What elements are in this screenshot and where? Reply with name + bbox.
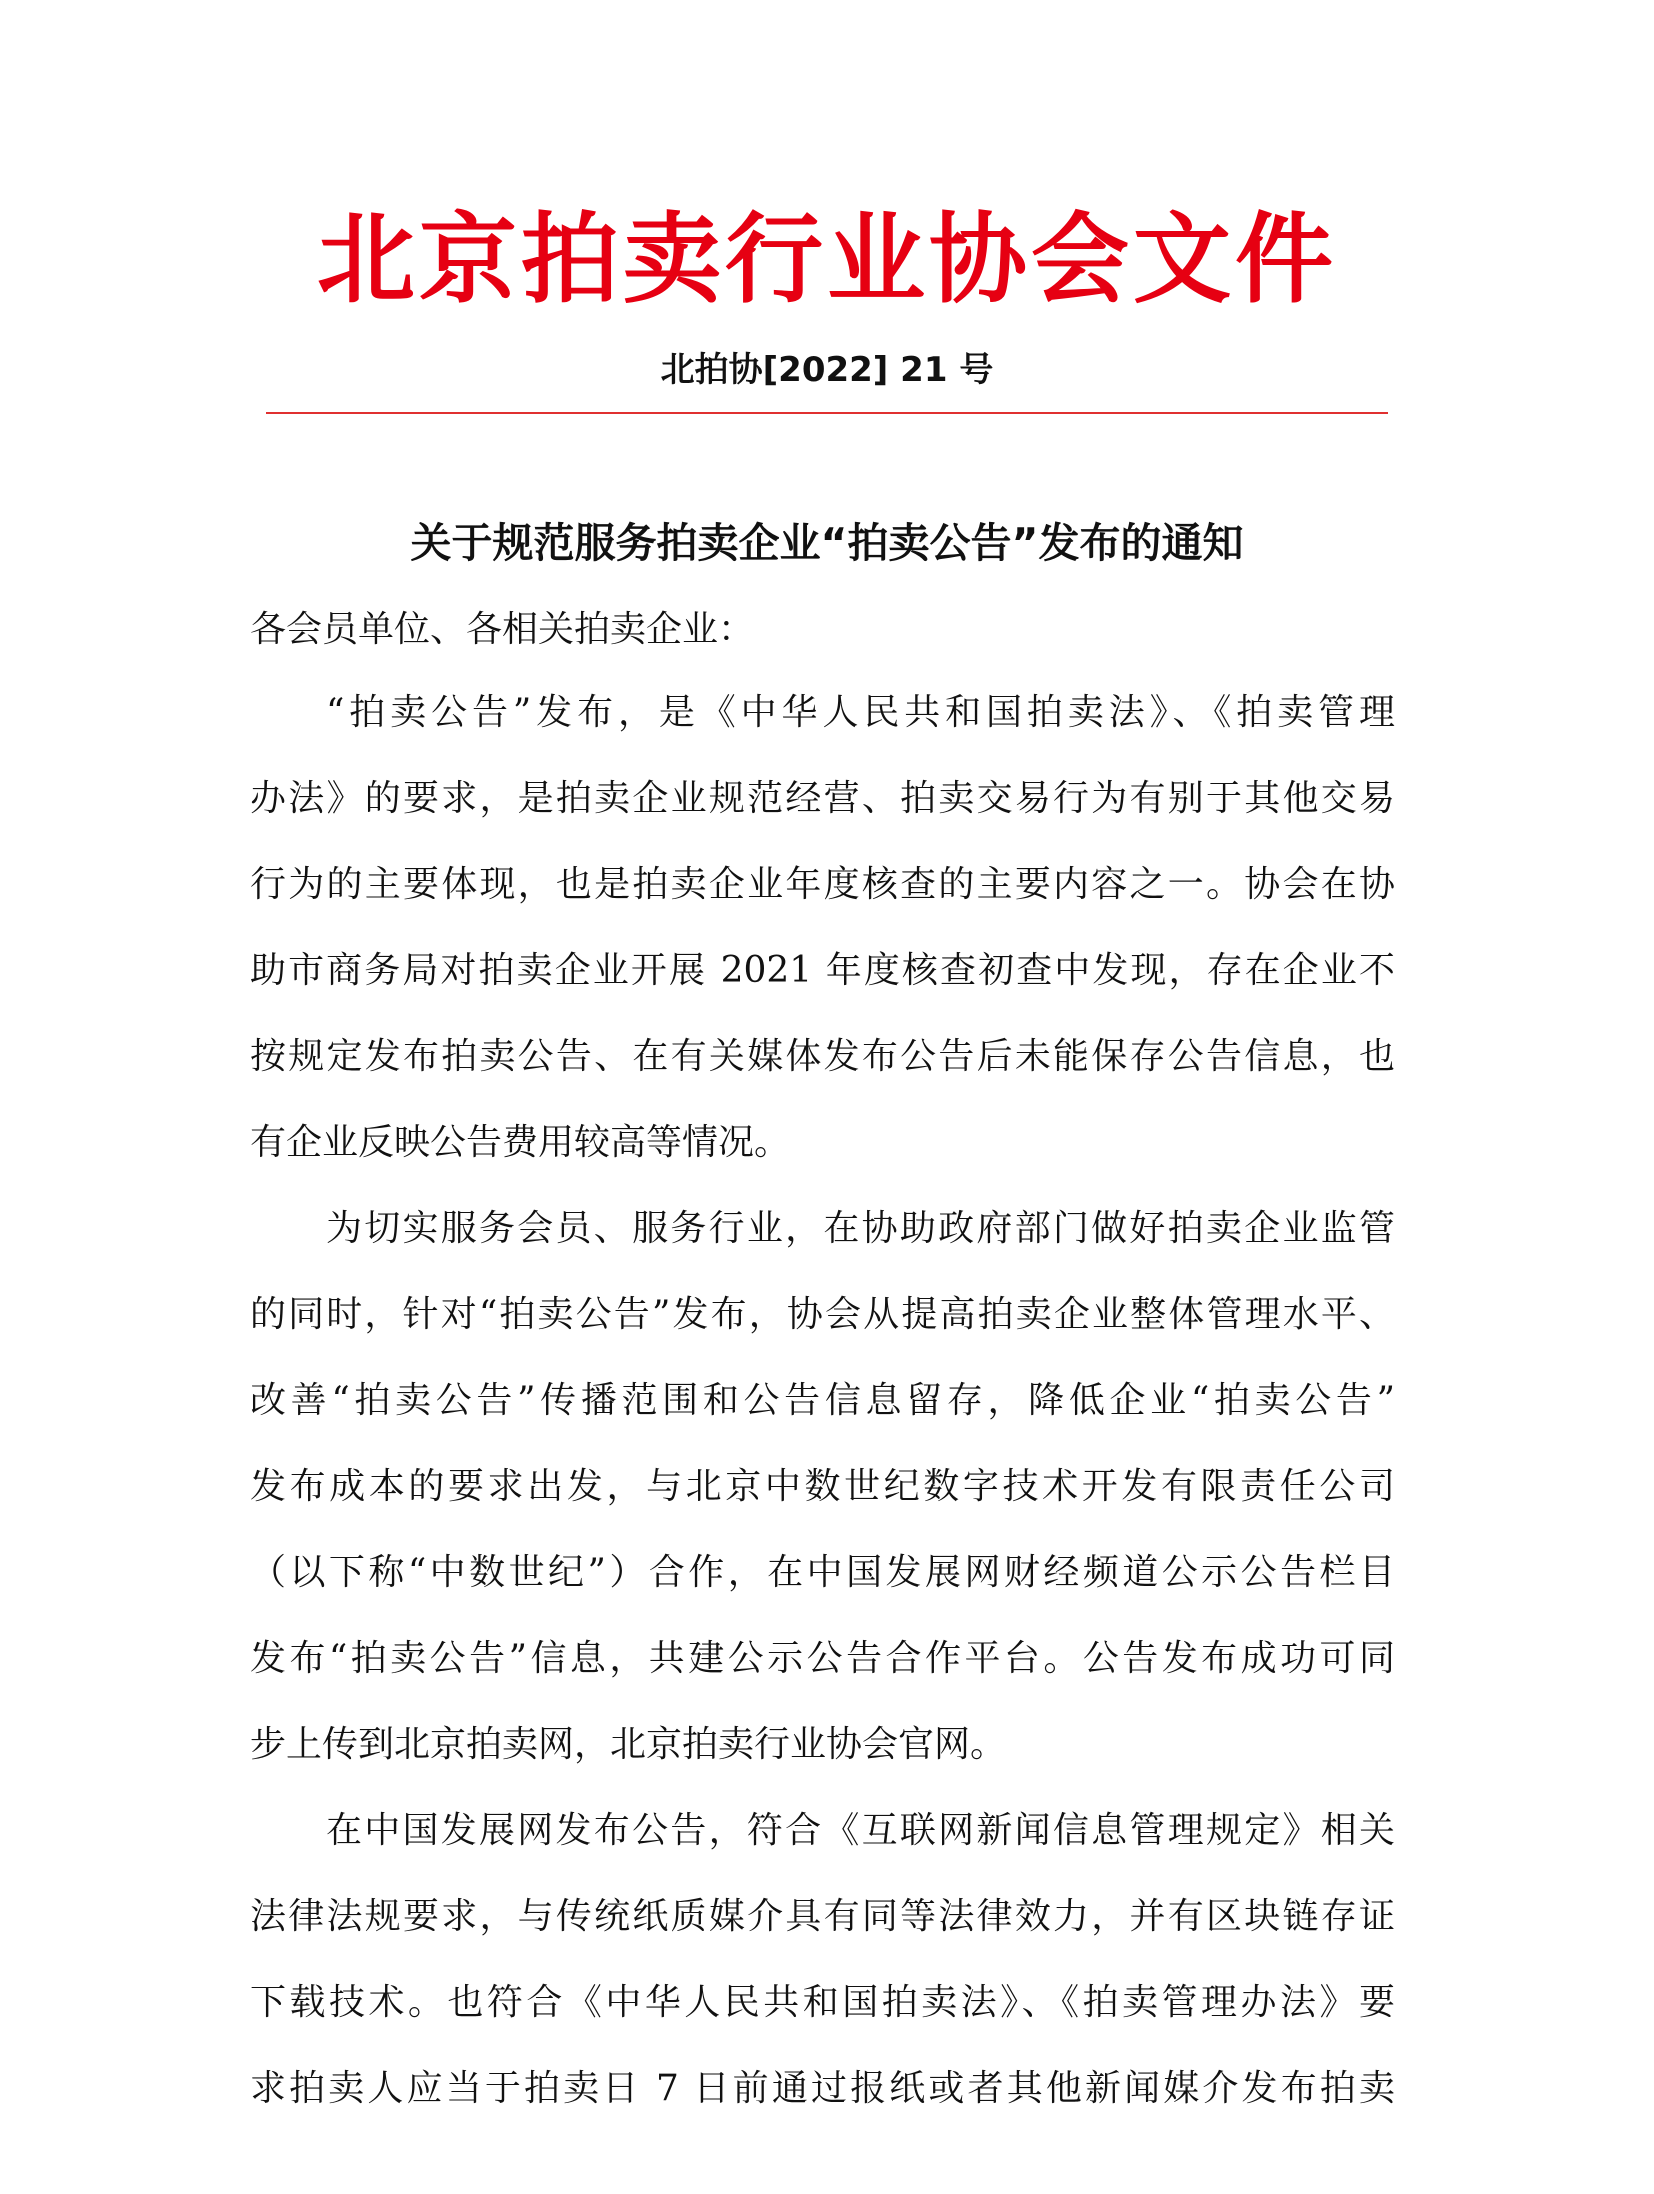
paragraph-line: 行为的主要体现，也是拍卖企业年度核查的主要内容之一。协会在协 [250, 864, 1395, 905]
paragraph-2 [250, 1186, 1395, 1788]
paragraph-line: 在中国发展网发布公告，符合《互联网新闻信息管理规定》相关 [326, 1810, 1395, 1851]
paragraph-line: 发布“拍卖公告”信息，共建公示公告合作平台。公告发布成功可同 [250, 1638, 1395, 1679]
paragraph-line: 法律法规要求，与传统纸质媒介具有同等法律效力，并有区块链存证 [250, 1896, 1395, 1937]
notice-title: 关于规范服务拍卖企业“拍卖公告”发布的通知 [410, 519, 1244, 567]
paragraph-line: “拍卖公告”发布，是《中华人民共和国拍卖法》、《拍卖管理 [326, 692, 1395, 733]
paragraph-line: 发布成本的要求出发，与北京中数世纪数字技术开发有限责任公司 [250, 1466, 1395, 1507]
paragraph-1 [250, 670, 1395, 1186]
paragraph-line: 为切实服务会员、服务行业，在协助政府部门做好拍卖企业监管 [326, 1208, 1395, 1249]
salutation: 各会员单位、各相关拍卖企业： [250, 609, 755, 650]
paragraph-line: 改善“拍卖公告”传播范围和公告信息留存，降低企业“拍卖公告” [250, 1380, 1395, 1421]
paragraph-line: 助市商务局对拍卖企业开展 2021 年度核查初查中发现，存在企业不 [250, 950, 1395, 991]
paragraph-line: （以下称“中数世纪”）合作，在中国发展网财经频道公示公告栏目 [250, 1552, 1395, 1593]
paragraph-line: 有企业反映公告费用较高等情况。 [250, 1122, 791, 1163]
paragraph-line: 步上传到北京拍卖网，北京拍卖行业协会官网。 [250, 1724, 1007, 1765]
paragraph-3 [250, 1788, 1395, 2132]
document-number: 北拍协[2022] 21 号 [660, 350, 994, 390]
paragraph-line: 求拍卖人应当于拍卖日 7 日前通过报纸或者其他新闻媒介发布拍卖 [250, 2068, 1395, 2109]
header-rule [266, 412, 1388, 414]
masthead-title: 北京拍卖行业协会文件 [316, 202, 1337, 317]
paragraph-line: 按规定发布拍卖公告、在有关媒体发布公告后未能保存公告信息，也 [250, 1036, 1395, 1077]
paragraph-line: 下载技术。也符合《中华人民共和国拍卖法》、《拍卖管理办法》要 [250, 1982, 1395, 2023]
paragraph-line: 办法》的要求，是拍卖企业规范经营、拍卖交易行为有别于其他交易 [250, 778, 1395, 819]
paragraph-line: 的同时，针对“拍卖公告”发布，协会从提高拍卖企业整体管理水平、 [250, 1294, 1395, 1335]
